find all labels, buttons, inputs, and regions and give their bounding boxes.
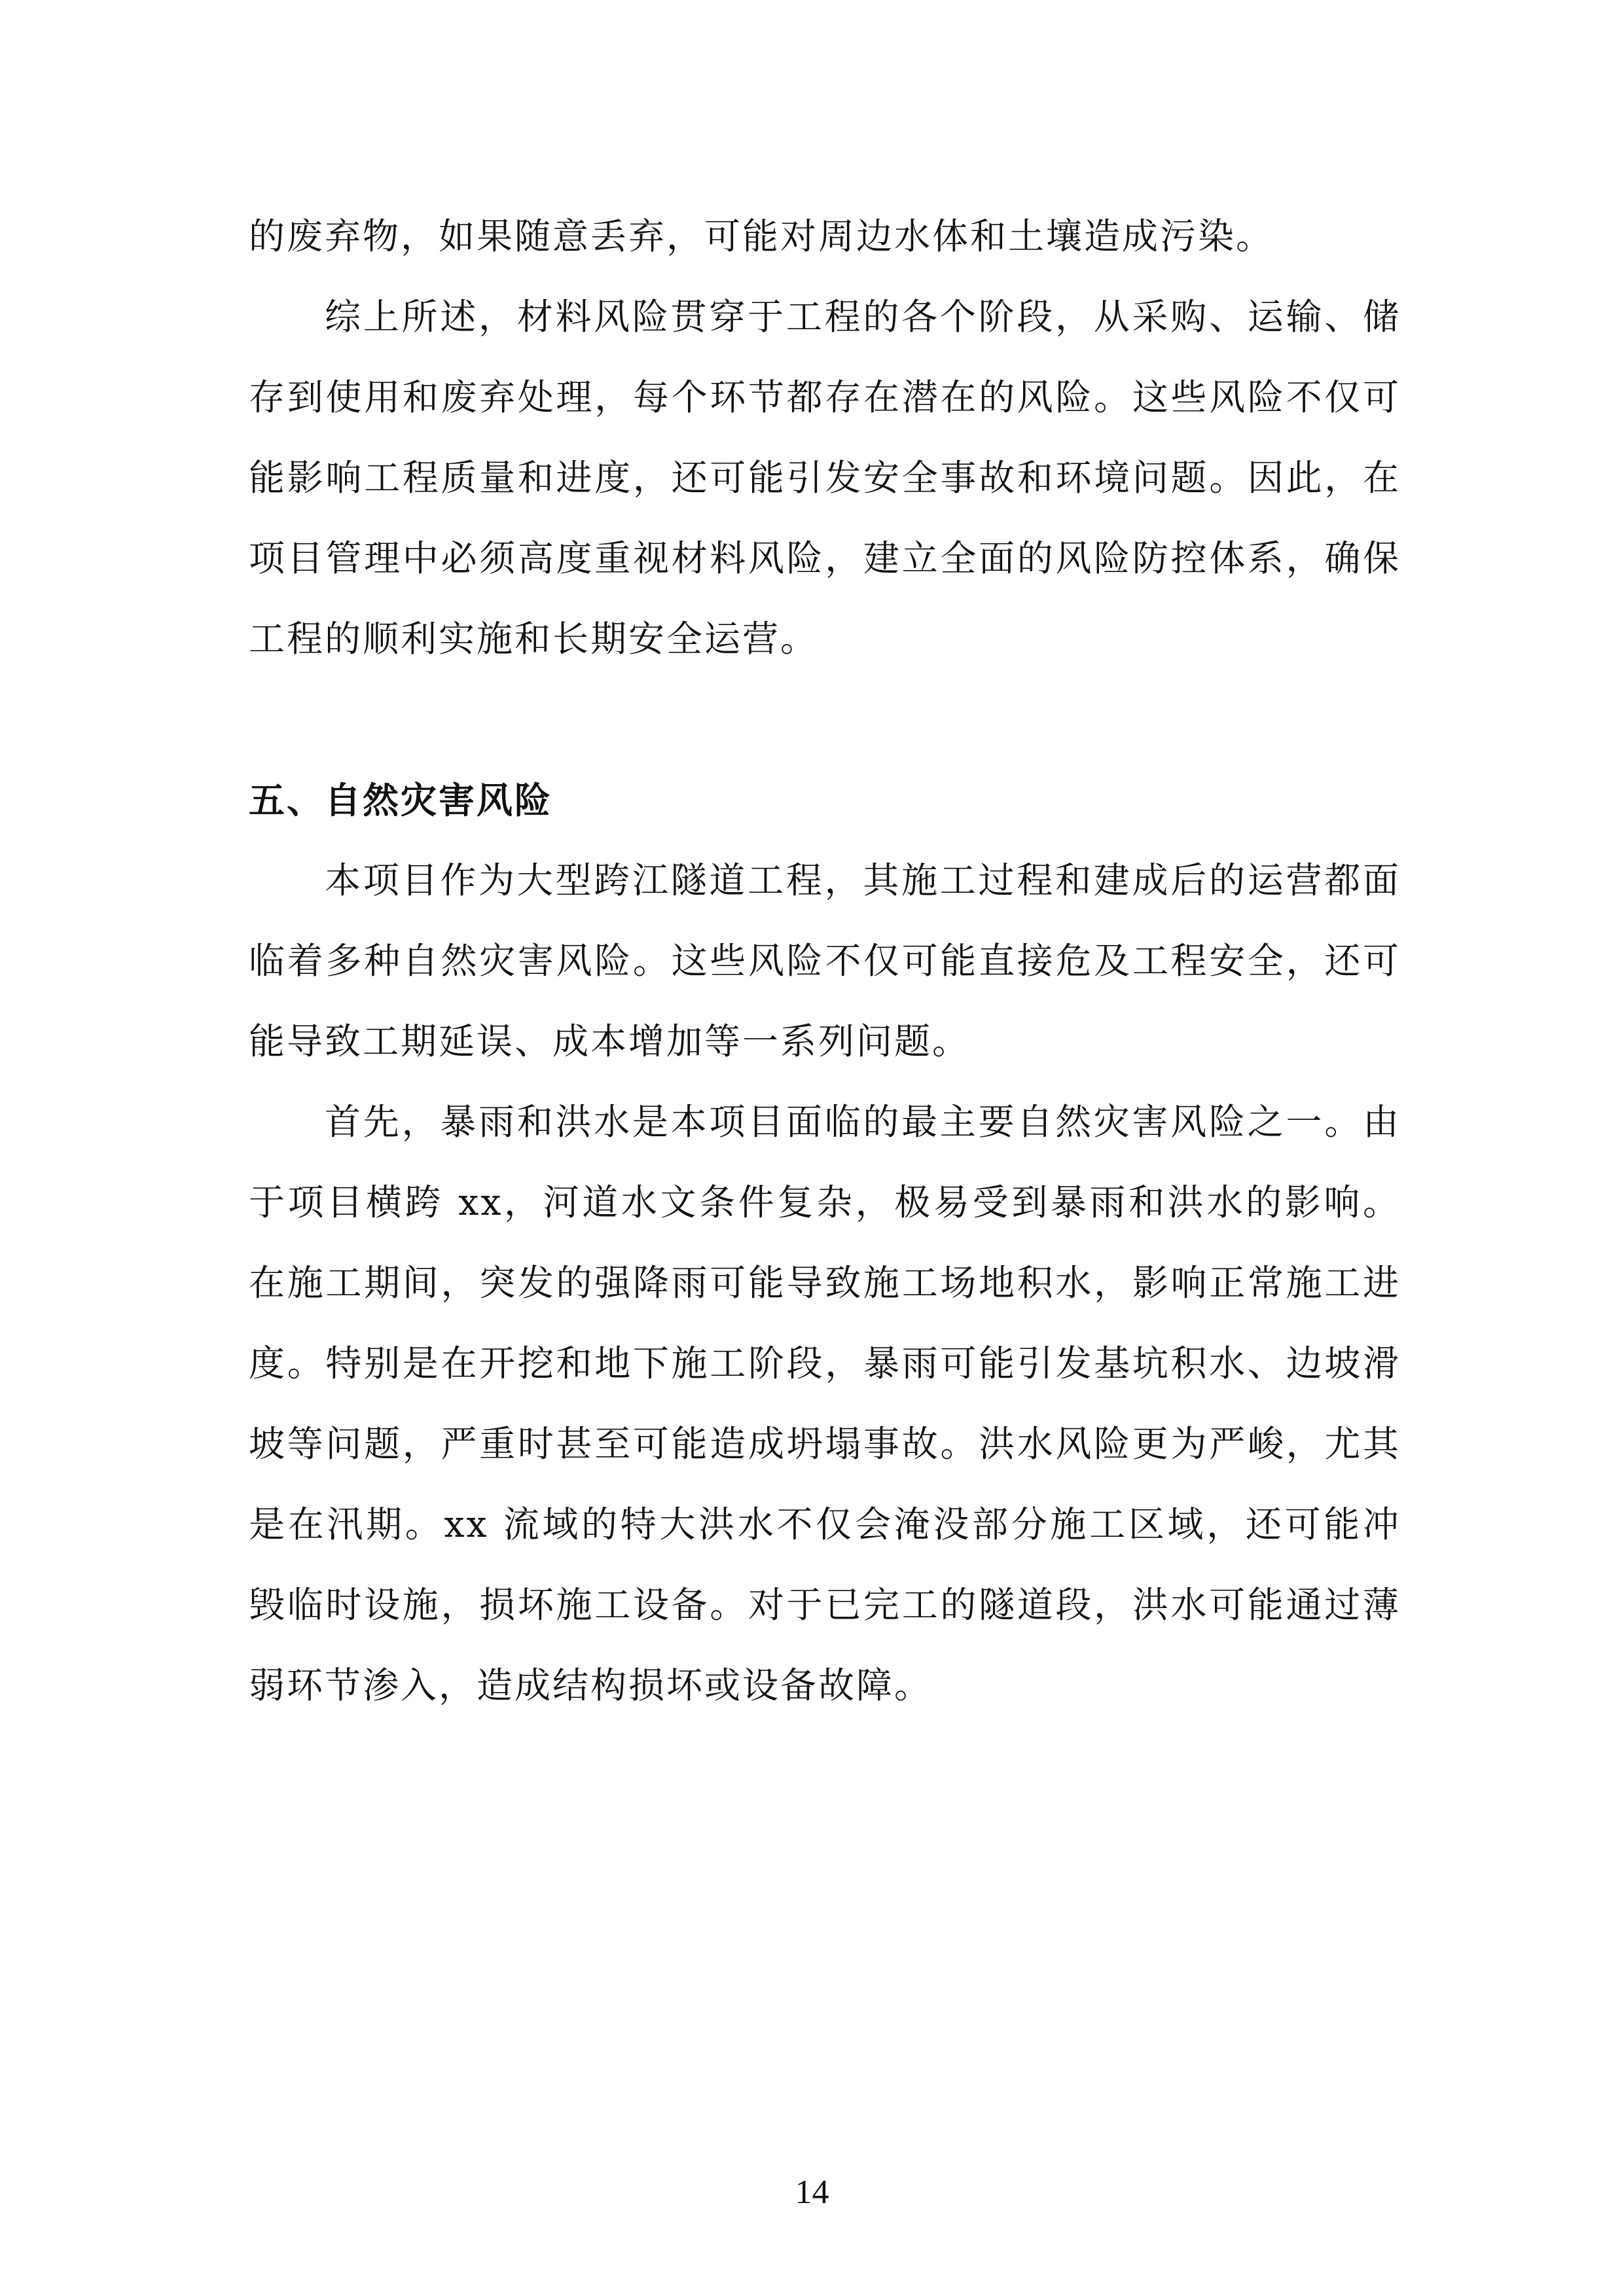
paragraph-intro: 本项目作为大型跨江隧道工程，其施工过程和建成后的运营都面临着多种自然灾害风险。这些风险不仅可能直接危及工程安全，还可能导致工期延误、成本增加等一系列问题。	[249, 859, 1401, 1062]
paragraph-continuation: 的废弃物，如果随意丢弃，可能对周边水体和土壤造成污染。	[249, 215, 1274, 257]
page-number: 14	[795, 2174, 829, 2211]
paragraph-summary: 综上所述，材料风险贯穿于工程的各个阶段，从采购、运输、储存到使用和废弃处理，每个环节都存在潜在的风险。这些风险不仅可能影响工程质量和进度，还可能引发安全事故和环境问题。因此，在项目管理中必须高度重视材料风险，建立全面的风险防控体系，确保工程的顺利实施和长期安全运营。	[249, 296, 1401, 660]
page-content	[249, 196, 1401, 1726]
paragraph-flood-risk: 首先，暴雨和洪水是本项目面临的最主要自然灾害风险之一。由于项目横跨 xx，河道水文条件复杂，极易受到暴雨和洪水的影响。在施工期间，突发的强降雨可能导致施工场地积水，影响正常施工进度。特别是在开挖和地下施工阶段，暴雨可能引发基坑积水、边坡滑坡等问题，严重时甚至可能造成坍塌事故。洪水风险更为严峻，尤其是在汛期。xx 流域的特大洪水不仅会淹没部分施工区域，还可能冲毁临时设施，损坏施工设备。对于已完工的隧道段，洪水可能通过薄弱环节渗入，造成结构损坏或设备故障。	[249, 1101, 1401, 1706]
section-heading: 五、自然灾害风险	[249, 779, 553, 821]
